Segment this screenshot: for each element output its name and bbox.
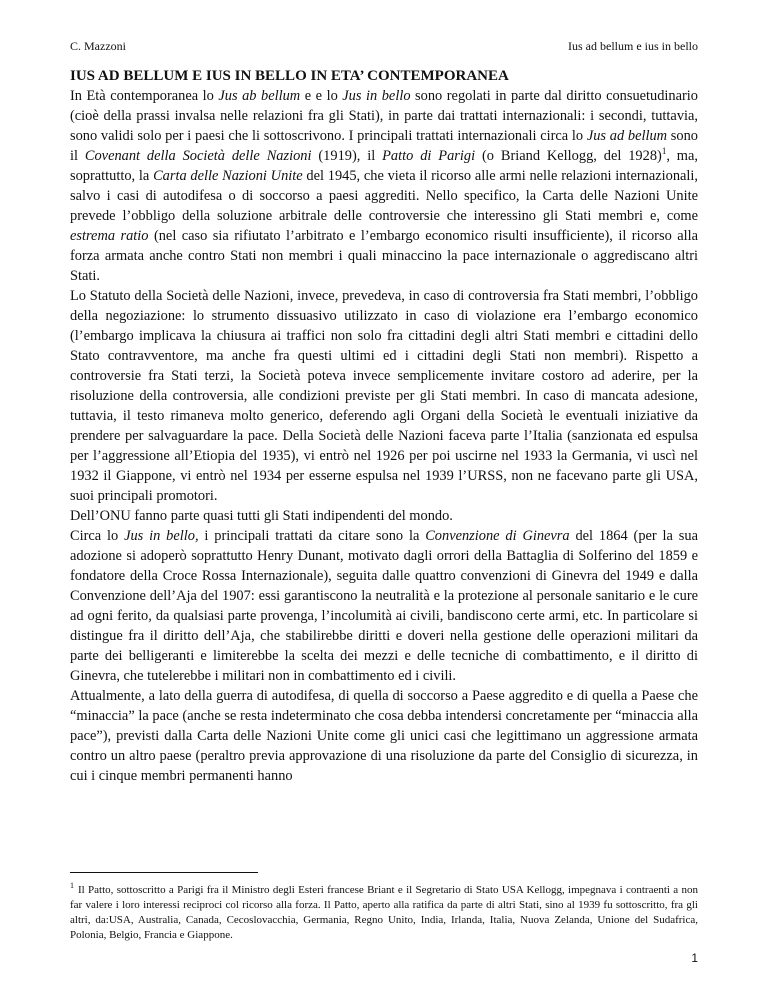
section-title: IUS AD BELLUM E IUS IN BELLO IN ETA’ CONTEMPORANEA [70, 68, 509, 84]
italic-term: Jus ad bellum [586, 128, 668, 144]
running-header [70, 39, 698, 54]
italic-term: Carta delle Nazioni Unite [153, 168, 303, 184]
text-span: del 1945, che vieta il ricorso alle armi nelle relazioni internazionali, salvo i casi di autodifesa o di soccorso a paesi aggrediti. Nello specifico, la Carta delle Nazioni Unite prevede l’obbligo della soluzione arbitrale delle controversie che interessino gli Stati membri e, come [70, 168, 699, 224]
text-span: In Età contemporanea lo [70, 88, 219, 104]
paragraph-5: Attualmente, a lato della guerra di autodifesa, di quella di soccorso a Paese aggredito e di quella a Paese che “minaccia” la pace (anche se resta indeterminato che cosa debba intendersi concretamente per “minaccia alla pace”), previsti dalla Carta delle Nazioni Unite come gli unici casi che legittimano un aggressione armata contro un altro paese (peraltro previa approvazione di una risoluzione da parte del Consiglio di sicurezza, in cui i cinque membri permanenti hanno [70, 688, 698, 784]
text-span: e e lo [300, 88, 343, 104]
text-span: sono il [70, 128, 698, 164]
footnote [70, 883, 698, 943]
paragraph-3: Dell’ONU fanno parte quasi tutti gli Stati indipendenti del mondo. [70, 508, 453, 524]
footnote-separator [70, 872, 258, 873]
italic-term: Covenant della Società delle Nazioni [84, 148, 312, 164]
italic-term: Jus ab bellum [218, 88, 301, 104]
text-span: sono regolati in parte dal diritto consuetudinario (cioè della prassi invalsa nelle relazioni fra gli Stati), in parte dai trattati internazionali: i secondi, tuttavia, sono validi solo per i paesi che li sottoscrivono. I principali trattati internazionali circa lo [70, 88, 698, 144]
italic-term: Jus in bello, [124, 528, 199, 544]
paragraph-2: Lo Statuto della Società delle Nazioni, invece, prevedeva, in caso di controversia fra Stati membri, l’obbligo della negoziazione: lo strumento dissuasivo utilizzato in caso di violazione era l’embargo economico (l’embargo implicava la chiusura ai traffici non solo fra cittadini degli altri Stati membri e cittadini dello Stato contravventore, ma anche fra questi ultimi ed i cittadini degli Stati non membri). Rispetto a controversie fra Stati terzi, la Società poteva invece semplicemente invitare costoro ad aderire, per la risoluzione della controversia, alle condizioni previste per gli Stati membri. In caso di mancata adesione, tuttavia, il testo rimaneva molto generico, deferendo agli Organi della Società le eventuali iniziative da prendere per salvaguardare la pace. Della Società delle Nazioni faceva parte l’Italia (sanzionata ed espulsa per l’aggressione all’Etiopia del 1935), vi entrò nel 1926 per poi uscirne nel 1933 la Germania, vi uscì nel 1932 il Giappone, vi entrò nel 1934 per esserne espulsa nel 1939 l’URSS, non ne facevano parte gli USA, suoi principali promotori. [70, 288, 698, 504]
italic-term: Jus in bello [342, 88, 411, 104]
header-author: C. Mazzoni [70, 39, 126, 53]
page-number: 1 [691, 951, 698, 965]
text-span: del 1864 (per la sua adozione si adoperò soprattutto Henry Dunant, motivato dagli orrori della Battaglia di Solferino del 1859 e fondatore della Croce Rossa Internazionale), seguita dalle quattro convenzioni di Ginevra del 1949 e dalla Convenzione dell’Aja del 1907: essi garantiscono la neutralità e la protezione al personale sanitario e le cure ad ogni ferito, da qualsiasi parte provenga, l’incolumità ai civili, bandiscono certe armi, etc. In particolare si distingue fra il diritto dell’Aja, che stabilirebbe diritti e doveri nella gestione delle operazioni militari da parte dei belligeranti e limiterebbe la scelta dei mezzi e delle tecniche di combattimento, e il diritto di Ginevra, che tutelerebbe i militari non in combattimento ed i civili. [70, 528, 698, 684]
header-title: Ius ad bellum e ius in bello [568, 39, 698, 53]
italic-term: Convenzione di Ginevra [425, 528, 570, 544]
footnote-mark: 1 [70, 881, 74, 891]
paragraph-4 [70, 526, 698, 686]
footnote-text: Il Patto, sottoscritto a Parigi fra il Ministro degli Esteri francese Briant e il Segretario di Stato USA Kellogg, impegnava i contraenti a non far valere i loro interessi reciproci col ricorso alla forza. Il Patto, aperto alla ratifica da parte di altri Stati, sino al 1939 fu sottoscritto, fra gli altri, da:USA, Australia, Canada, Cecoslovacchia, Germania, Regno Unito, India, Irlanda, Italia, Nuova Zelanda, Unione del Sudafrica, Polonia, Belgio, Francia e Giappone. [70, 884, 698, 941]
text-span: (nel caso sia rifiutato l’arbitrato e l’embargo economico risulti insufficiente), il ricorso alla forza armata anche contro Stati non membri i quali minaccino la pace internazionale o aggrediscano altri Stati. [70, 228, 698, 284]
text-span: i principali trattati da citare sono la [198, 528, 426, 544]
italic-term: Patto di Parigi [382, 148, 476, 164]
paragraph-1 [70, 86, 698, 286]
text-span: (1919), il [311, 148, 383, 164]
text-span: , ma, soprattutto, la [70, 148, 698, 184]
italic-term: estrema ratio [70, 228, 149, 244]
text-span: Circa lo [70, 528, 125, 544]
footnote-reference[interactable]: 1 [661, 146, 667, 157]
body-text [70, 86, 698, 786]
text-span: (o Briand Kellogg, del 1928) [475, 148, 662, 164]
